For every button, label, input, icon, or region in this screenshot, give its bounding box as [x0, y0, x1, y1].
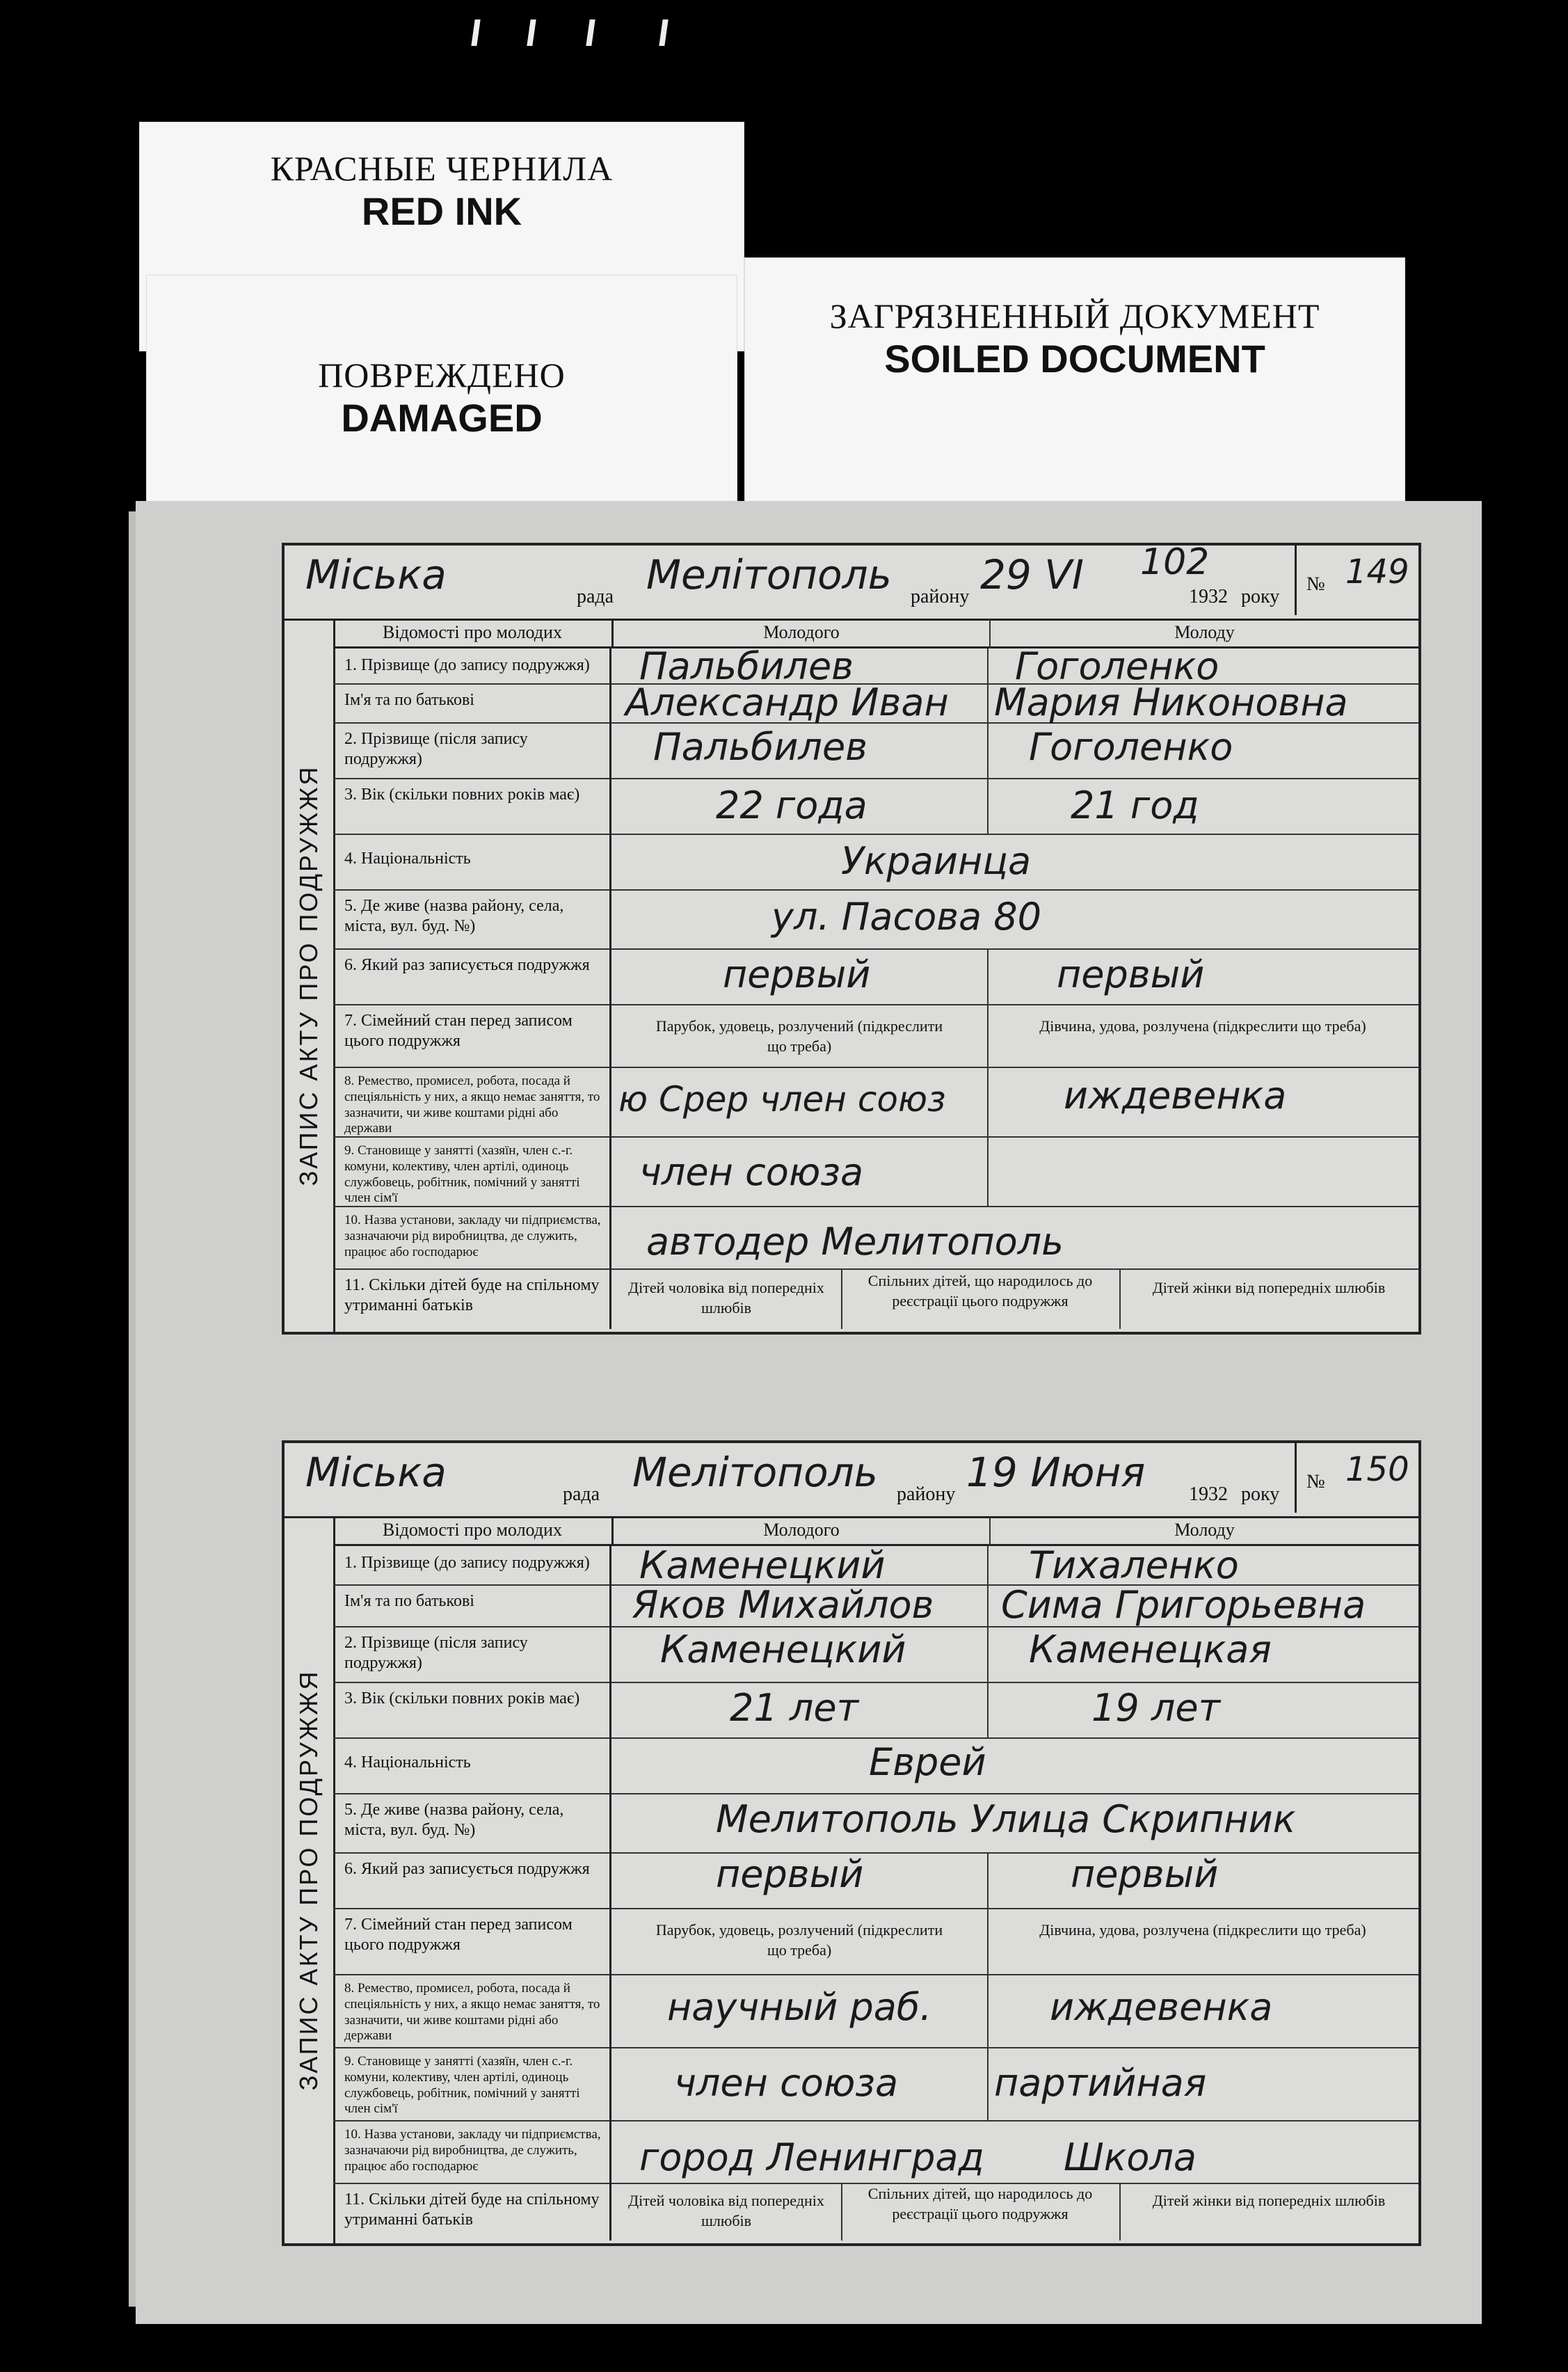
q9-label: 9. Становище у занятті (хазяїн, член с.-г. комуни, колективу, член артілі, одиноць службовець, робітник, помічний у занятті член сім'ї: [333, 2047, 611, 2120]
record-number: 150: [1345, 1450, 1409, 1489]
groom-surname-after: Каменецкий: [660, 1627, 906, 1671]
marriage-record-2: [282, 1440, 1421, 2246]
children-common-label: Спільних дітей, що народилось до реєстрації цього подружжя: [867, 1272, 1093, 1310]
film-tick-mark: [527, 19, 536, 46]
header-date-value: 19 Июня: [966, 1449, 1146, 1496]
row-address: [333, 889, 1418, 950]
groom-institution: город Ленинград: [639, 2135, 984, 2179]
record-header: [285, 541, 1418, 621]
children-groom-label: Дітей чоловіка від попередніх шлюбів: [628, 2192, 824, 2229]
groom-surname-after: Пальбилев: [653, 725, 867, 769]
row-age: [333, 1682, 1418, 1739]
row-address: [333, 1793, 1418, 1854]
row-institution: [333, 2120, 1418, 2184]
groom-marital-options: Парубок, удовець, розлучений (підкреслити що треба): [655, 1921, 943, 1959]
film-tick-mark: [471, 19, 480, 46]
row-marital-status: [333, 1908, 1418, 1975]
red-ink-ru: КРАСНЫЕ ЧЕРНИЛА: [270, 149, 614, 188]
row-children: [333, 1268, 1418, 1329]
header-extra-value: 102: [1140, 541, 1210, 583]
header-year-label: року: [1241, 1483, 1280, 1505]
row-position: [333, 2047, 1418, 2122]
bride-times: первый: [1071, 1852, 1219, 1896]
side-title-text: ЗАПИС АКТУ ПРО ПОДРУЖЖЯ: [294, 764, 323, 1186]
row-marital-status: [333, 1004, 1418, 1068]
soiled-ru: ЗАГРЯЗНЕННЫЙ ДОКУМЕНТ: [829, 296, 1320, 335]
row-name: [333, 680, 1418, 724]
nationality: Еврей: [869, 1740, 986, 1784]
groom-surname-before: Каменецкий: [639, 1543, 886, 1587]
groom-institution: автодер Мелитополь: [646, 1220, 1064, 1264]
film-tick-mark: [659, 19, 668, 46]
side-title: [285, 1516, 335, 2243]
groom-position: член союза: [674, 2061, 899, 2105]
q8-label: 8. Ремество, промисел, робота, посада й спеціяльність у них, а якщо немає заняття, то зазначити, чи живе коштами рідні або держави: [333, 1974, 611, 2047]
row-times: [333, 948, 1418, 1005]
q8-label: 8. Ремество, промисел, робота, посада й спеціяльність у них, а якщо немає заняття, то зазначити, чи живе коштами рідні або держави: [333, 1067, 611, 1136]
q11-label: 11. Скільки дітей буде на спільному утриманні батьків: [333, 2183, 611, 2240]
row-occupation: [333, 1067, 1418, 1138]
header-raion-value: Мелітополь: [646, 551, 892, 598]
row-surname-after: [333, 722, 1418, 779]
record-number-box: [1295, 1443, 1418, 1513]
header-raion-label: району: [911, 586, 970, 607]
q3-label: 3. Вік (скільки повних років має): [333, 778, 611, 834]
bride-surname-before: Гоголенко: [1015, 644, 1219, 688]
bride-times: первый: [1057, 953, 1205, 996]
q1b-label: Ім'я та по батькові: [333, 1584, 611, 1626]
bride-marital-options: Дівчина, удова, розлучена (підкреслити що треба): [1039, 1017, 1366, 1035]
header-year-value: 1932: [1189, 586, 1228, 607]
row-name: [333, 1584, 1418, 1627]
side-title-text: ЗАПИС АКТУ ПРО ПОДРУЖЖЯ: [294, 1669, 323, 2091]
q10-label: 10. Назва установи, закладу чи підприємства, зазначаючи рід виробництва, де служить, працює або господарює: [333, 2120, 611, 2183]
children-bride-label: Дітей жінки від попередніх шлюбів: [1152, 2192, 1386, 2209]
side-title: [285, 619, 335, 1332]
header-raion-value: Мелітополь: [632, 1449, 878, 1496]
row-institution: [333, 1206, 1418, 1270]
header-year-label: року: [1241, 586, 1280, 607]
bride-surname-after: Гоголенко: [1029, 725, 1233, 769]
bride-surname-before: Тихаленко: [1029, 1543, 1239, 1587]
number-sign: №: [1306, 573, 1325, 595]
q7-label: 7. Сімейний стан перед записом цього подружжя: [333, 1908, 611, 1974]
red-ink-en: RED INK: [361, 189, 522, 233]
soiled-label: [744, 257, 1405, 522]
q9-label: 9. Становище у занятті (хазяїн, член с.-г. комуни, колективу, член артілі, одиноць службовець, робітник, помічний у занятті член сім'ї: [333, 1136, 611, 1206]
row-times: [333, 1852, 1418, 1909]
groom-marital-options: Парубок, удовець, розлучений (підкреслити що треба): [655, 1017, 943, 1055]
damaged-ru: ПОВРЕЖДЕНО: [318, 356, 566, 395]
bride-name: Сима Григорьевна: [1001, 1583, 1366, 1627]
nationality: Украинца: [841, 839, 1032, 883]
bride-institution: Школа: [1064, 2135, 1197, 2179]
groom-position: член союза: [639, 1150, 864, 1194]
q5-label: 5. Де живе (назва району, села, міста, вул. буд. №): [333, 1793, 611, 1852]
q6-label: 6. Який раз записується подружжя: [333, 948, 611, 1004]
header-rada-label: рада: [577, 586, 614, 607]
groom-times: первый: [716, 1852, 864, 1896]
q1-label: 1. Прізвище (до запису подружжя): [333, 648, 611, 683]
bride-marital-options: Дівчина, удова, розлучена (підкреслити що треба): [1039, 1921, 1366, 1939]
children-groom-label: Дітей чоловіка від попередніх шлюбів: [628, 1279, 824, 1316]
bride-occupation: иждевенка: [1064, 1074, 1287, 1117]
col-bride: Молоду: [991, 1516, 1418, 1546]
q1-label: 1. Прізвище (до запису подружжя): [333, 1546, 611, 1584]
damaged-en: DAMAGED: [341, 396, 543, 440]
header-rada-value: Міська: [305, 551, 447, 598]
header-rada-label: рада: [563, 1483, 600, 1505]
q4-label: 4. Національність: [333, 834, 611, 889]
row-children: [333, 2183, 1418, 2240]
row-surname-before: [333, 1543, 1418, 1587]
groom-name: Александр Иван: [625, 680, 949, 724]
q2-label: 2. Прізвище (після запису подружжя): [333, 722, 611, 778]
marriage-record-1: [282, 543, 1421, 1335]
bride-surname-after: Каменецкая: [1029, 1627, 1272, 1671]
children-bride-label: Дітей жінки від попередніх шлюбів: [1152, 1279, 1386, 1296]
address: Мелитополь Улица Скрипник: [716, 1797, 1296, 1841]
groom-name: Яков Михайлов: [632, 1583, 934, 1627]
q4-label: 4. Національність: [333, 1737, 611, 1793]
film-tick-mark: [586, 19, 595, 46]
col-groom: Молодого: [614, 619, 991, 648]
col-info: Відомості про молодих: [333, 1516, 614, 1546]
q7-label: 7. Сімейний стан перед записом цього подружжя: [333, 1004, 611, 1067]
record-header: [285, 1443, 1418, 1518]
row-surname-before: [333, 644, 1418, 688]
q1b-label: Ім'я та по батькові: [333, 683, 611, 722]
groom-age: 21 лет: [730, 1686, 859, 1730]
q5-label: 5. Де живе (назва району, села, міста, вул. буд. №): [333, 889, 611, 948]
q10-label: 10. Назва установи, закладу чи підприємства, зазначаючи рід виробництва, де служить, працює або господарює: [333, 1206, 611, 1268]
record-number: 149: [1345, 552, 1409, 591]
col-info: Відомості про молодих: [333, 619, 614, 648]
header-raion-label: району: [897, 1483, 956, 1505]
bride-age: 21 год: [1071, 783, 1199, 827]
damaged-label: [146, 275, 737, 525]
q3-label: 3. Вік (скільки повних років має): [333, 1682, 611, 1737]
header-year-value: 1932: [1189, 1483, 1228, 1505]
bride-name: Мария Никоновна: [994, 680, 1348, 724]
col-bride: Молоду: [991, 619, 1418, 648]
bride-occupation: иждевенка: [1050, 1985, 1273, 2029]
q6-label: 6. Який раз записується подружжя: [333, 1852, 611, 1908]
row-surname-after: [333, 1626, 1418, 1683]
row-occupation: [333, 1974, 1418, 2048]
address: ул. Пасова 80: [771, 895, 1042, 939]
groom-times: первый: [723, 953, 871, 996]
row-nationality: [333, 1737, 1418, 1794]
row-position: [333, 1136, 1418, 1207]
children-common-label: Спільних дітей, що народилось до реєстрації цього подружжя: [867, 2185, 1093, 2222]
bride-position: партийная: [994, 2061, 1207, 2105]
record-number-box: [1295, 546, 1418, 615]
groom-occupation: научный раб.: [667, 1985, 932, 2029]
header-rada-value: Міська: [305, 1449, 447, 1496]
col-groom: Молодого: [614, 1516, 991, 1546]
row-age: [333, 778, 1418, 835]
groom-occupation: ю Срер член союз: [618, 1079, 946, 1120]
q2-label: 2. Прізвище (після запису подружжя): [333, 1626, 611, 1682]
groom-age: 22 года: [716, 783, 867, 827]
header-date-value: 29 VI: [980, 551, 1085, 598]
q11-label: 11. Скільки дітей буде на спільному утриманні батьків: [333, 1268, 611, 1329]
row-nationality: [333, 834, 1418, 891]
number-sign: №: [1306, 1471, 1325, 1493]
groom-surname-before: Пальбилев: [639, 644, 854, 688]
soiled-en: SOILED DOCUMENT: [884, 337, 1265, 381]
bride-age: 19 лет: [1091, 1686, 1221, 1730]
